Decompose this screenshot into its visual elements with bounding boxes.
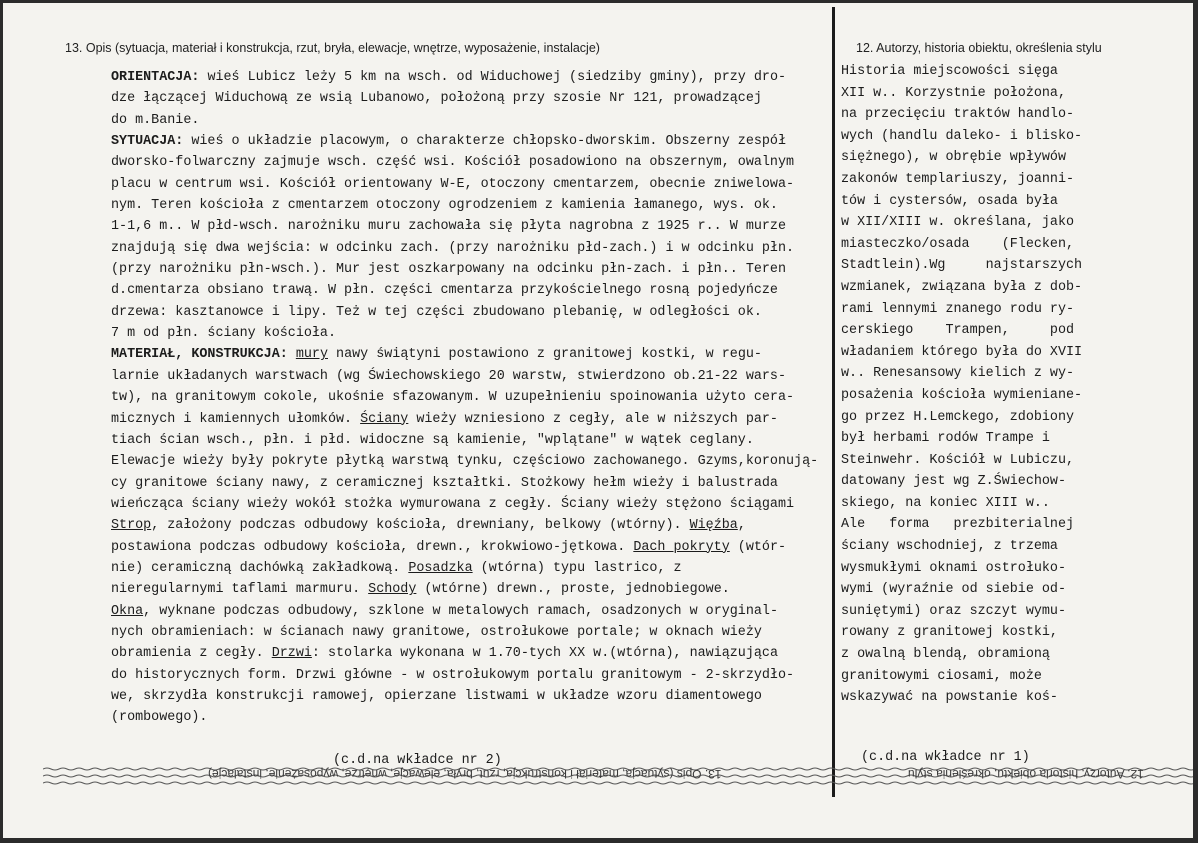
text-line: go przez H.Lemckego, zdobiony (841, 409, 1075, 425)
text-run: Elewacje wieży były pokryte płytką warstwą tynku, częściowo zachowanego. Gzyms,koronują- (111, 454, 819, 470)
text-line (111, 366, 831, 387)
text-run: nie) ceramiczną dachówką zakładkową. (111, 560, 409, 576)
underlined-term: Posadzka (408, 560, 473, 576)
text-line: XII w.. Korzystnie położona, (841, 85, 1066, 101)
text-line (111, 131, 831, 152)
text-run: do historycznych form. Drzwi główne - w ostrołukowym portalu granitowym - 2-skrzydło- (111, 667, 795, 683)
text-line (111, 494, 831, 515)
text-line: datowany jest wg Z.Świechow- (841, 474, 1066, 490)
text-line (111, 195, 831, 216)
text-line: posażenia kościoła wymieniane- (841, 387, 1083, 403)
section-12-title: 12. Autorzy, historia obiektu, określenia stylu (856, 41, 1102, 55)
text-line (111, 344, 831, 365)
section-13-title: 13. Opis (sytuacja, materiał i konstrukcja, rzut, bryła, elewacje, wnętrze, wyposażenie, instalacje) (65, 41, 600, 55)
text-line: wymi (wyraźnie od siebie od- (841, 582, 1066, 598)
text-line: cerskiego Trampen, pod (841, 323, 1075, 339)
text-line (111, 110, 831, 131)
text-line (111, 323, 831, 344)
text-run: , wyknane podczas odbudowy, szklone w metalowych ramach, osadzonych w oryginal- (143, 603, 778, 619)
text-line: rami lennymi znanego rodu ry- (841, 301, 1075, 317)
text-line: ściany wschodniej, z trzema (841, 539, 1058, 555)
underlined-term: Drzwi (271, 646, 312, 662)
text-line (111, 451, 831, 472)
text-line: Historia miejscowości sięga (841, 64, 1058, 79)
text-line: w XII/XIII w. określana, jako (841, 215, 1075, 231)
text-run: micznych i kamiennych ułomków. (111, 411, 361, 427)
text-line: tów i cystersów, osada była (841, 193, 1058, 209)
text-line (111, 558, 831, 579)
text-line: z owalną blendą, obramioną (841, 647, 1050, 663)
text-line: wysmukłymi oknami ostrołuko- (841, 560, 1066, 576)
text-run: nieregularnymi taflami marmuru. (111, 582, 369, 598)
text-line (111, 537, 831, 558)
text-run: placu w centrum wsi. Kościół orientowany W-E, otoczony cmentarzem, obecnie zniwelowa- (111, 176, 795, 192)
underlined-term: Dach pokryty (633, 539, 730, 555)
text-line (111, 707, 831, 728)
text-line (111, 280, 831, 301)
text-run: (rombowego). (111, 710, 208, 726)
text-line (111, 622, 831, 643)
text-run: (wtórne) drewn., proste, jednobiegowe. (416, 582, 730, 598)
text-run: wieś o układzie placowym, o charakterze chłopsko-dworskim. Obszerny zespół (183, 134, 787, 150)
text-line: granitowymi ciosami, może (841, 668, 1042, 684)
text-line (111, 473, 831, 494)
mirrored-section-13-title: 13. Opis (sytuacja, materiał i konstrukcja, rzut, bryła, elewacje, wnętrze, wyposażenie, instalacje) (208, 767, 722, 781)
text-run: cy granitowe ściany nawy, z ceramicznej kształtki. Stożkowy hełm wieży i balustrada (111, 475, 778, 491)
underlined-term: Okna (111, 603, 144, 619)
underlined-term: Strop (111, 518, 152, 534)
text-run: do m.Banie. (111, 112, 200, 128)
text-run: wieńcząca ściany wieży wokół stożka wymurowana z cegły. Ściany wieży stężono ściągami (111, 496, 795, 512)
text-line: wzmianek, związana była z dob- (841, 279, 1083, 295)
text-run: (przy narożniku płn-wsch.). Mur jest oszkarpowany na odcinku płn-zach. i płn.. Teren (111, 262, 786, 278)
text-line: władaniem którego była do XVII (841, 344, 1083, 360)
text-line: Stadtlein).Wg najstarszych (841, 258, 1083, 274)
text-line: wych (handlu daleko- i blisko- (841, 128, 1083, 144)
text-run: dworsko-folwarczny zajmuje wsch. część wsi. Kościół posadowiono na obszernym, owalnym (111, 155, 795, 171)
text-line: rowany z granitowej kostki, (841, 625, 1058, 641)
history-column (841, 61, 1099, 709)
text-line: siężnego), w obrębie wpływów (841, 150, 1066, 166)
text-run: (wtórna) typu lastrico, z (472, 560, 682, 576)
text-run (288, 347, 296, 362)
text-line: suniętymi) oraz szczyt wymu- (841, 603, 1066, 619)
text-run: dze łączącej Widuchową ze wsią Lubanowo, położoną przy szosie Nr 121, prowadzącej (111, 91, 762, 107)
text-run: drzewa: kasztanowce i lipy. Też w tej części zbudowano plebanię, w odległości ok. (111, 304, 762, 320)
text-line (111, 88, 831, 109)
text-line (111, 686, 831, 707)
text-line (111, 238, 831, 259)
text-line: Ale forma prezbiterialnej (841, 517, 1075, 533)
text-line (111, 643, 831, 664)
section-keyword: SYTUACJA: (111, 134, 184, 150)
text-run: wieś Lubicz leży 5 km na wsch. od Widuchowej (siedziby gminy), przy dro- (199, 70, 787, 85)
text-run: : stolarka wykonana w 1.70-tych XX w.(wtórna), nawiązująca (311, 646, 778, 662)
continued-note-left: (c.d.na wkładce nr 2) (333, 753, 502, 768)
underlined-term: Więźba (689, 518, 738, 534)
text-line (111, 665, 831, 686)
text-line (111, 216, 831, 237)
text-run: we, skrzydła konstrukcji ramowej, opierzane listwami w układze wzoru diamentowego (111, 688, 762, 704)
text-line (111, 387, 831, 408)
text-line: zakonów templariuszy, joanni- (841, 171, 1075, 187)
text-run: tiach ścian wsch., płn. i płd. widoczne są kamienie, "wplątane" w wątek ceglany. (111, 432, 754, 448)
text-line: na przecięciu traktów handlo- (841, 107, 1075, 123)
text-run: larnie układanych warstwach (wg Świechowskiego 20 warstw, stwierdzono ob.21-22 wars- (111, 368, 786, 384)
text-line: skiego, na koniec XIII w.. (841, 495, 1050, 511)
description-column (111, 67, 831, 729)
continued-note-right: (c.d.na wkładce nr 1) (861, 750, 1030, 765)
text-run: d.cmentarza obsiano trawą. W płn. części cmentarza przykościelnego rosną pojedyńcze (111, 283, 778, 299)
text-line (111, 579, 831, 600)
text-line (111, 174, 831, 195)
text-run: (wtór- (729, 539, 787, 555)
text-run: 1-1,6 m.. W płd-wsch. narożniku muru zachowała się płyta nagrobna z 1925 r.. W murze (111, 219, 786, 235)
section-keyword: MATERIAŁ, KONSTRUKCJA: (111, 347, 288, 363)
text-line: wskazywać na powstanie koś- (841, 690, 1058, 706)
text-line: miasteczko/osada (Flecken, (841, 236, 1075, 252)
section-keyword: ORIENTACJA: (111, 70, 200, 85)
text-line (111, 152, 831, 173)
text-run: nawy świątyni postawiono z granitowej kostki, w regu- (328, 347, 762, 363)
text-line (111, 430, 831, 451)
text-line (111, 67, 831, 88)
text-line (111, 515, 831, 536)
text-run: 7 m od płn. ściany kościoła. (111, 326, 336, 342)
text-line (111, 302, 831, 323)
text-line: w.. Renesansowy kielich z wy- (841, 366, 1075, 382)
text-line: Steinwehr. Kościół w Lubiczu, (841, 452, 1075, 468)
text-line (111, 259, 831, 280)
text-line (111, 409, 831, 430)
underlined-term: Schody (368, 582, 417, 598)
mirrored-section-12-title: 12. Autorzy, historia obiektu, określenia stylu (908, 767, 1144, 781)
text-run: wieży wzniesiono z cegły, ale w niższych par- (408, 411, 778, 427)
column-divider (832, 7, 835, 797)
text-line: był herbami rodów Trampe i (841, 431, 1050, 447)
text-run: postawiona podczas odbudowy kościoła, drewn., krokwiowo-jętkowa. (111, 539, 634, 555)
text-run: nych obramieniach: w ścianach nawy granitowe, ostrołukowe portale; w oknach wieży (111, 624, 762, 640)
underlined-term: mury (295, 347, 328, 363)
text-run: tw), na granitowym cokole, ukośnie sfazowanym. W uzupełnieniu spoinowania użyto cera- (111, 390, 795, 406)
text-run: , założony podczas odbudowy kościoła, drewniany, belkowy (wtórny). (151, 518, 690, 534)
text-run: znajdują się dwa wejścia: w odcinku zach. (przy narożniku płd-zach.) i w odcinku płn. (111, 240, 795, 256)
underlined-term: Ściany (360, 411, 409, 427)
text-run: , (737, 518, 746, 534)
text-run: obramienia z cegły. (111, 646, 272, 662)
document-sheet (3, 3, 1193, 838)
text-run: nym. Teren kościoła z cmentarzem otoczony ogrodzeniem z kamienia łamanego, wys. ok. (111, 198, 778, 214)
text-line (111, 601, 831, 622)
